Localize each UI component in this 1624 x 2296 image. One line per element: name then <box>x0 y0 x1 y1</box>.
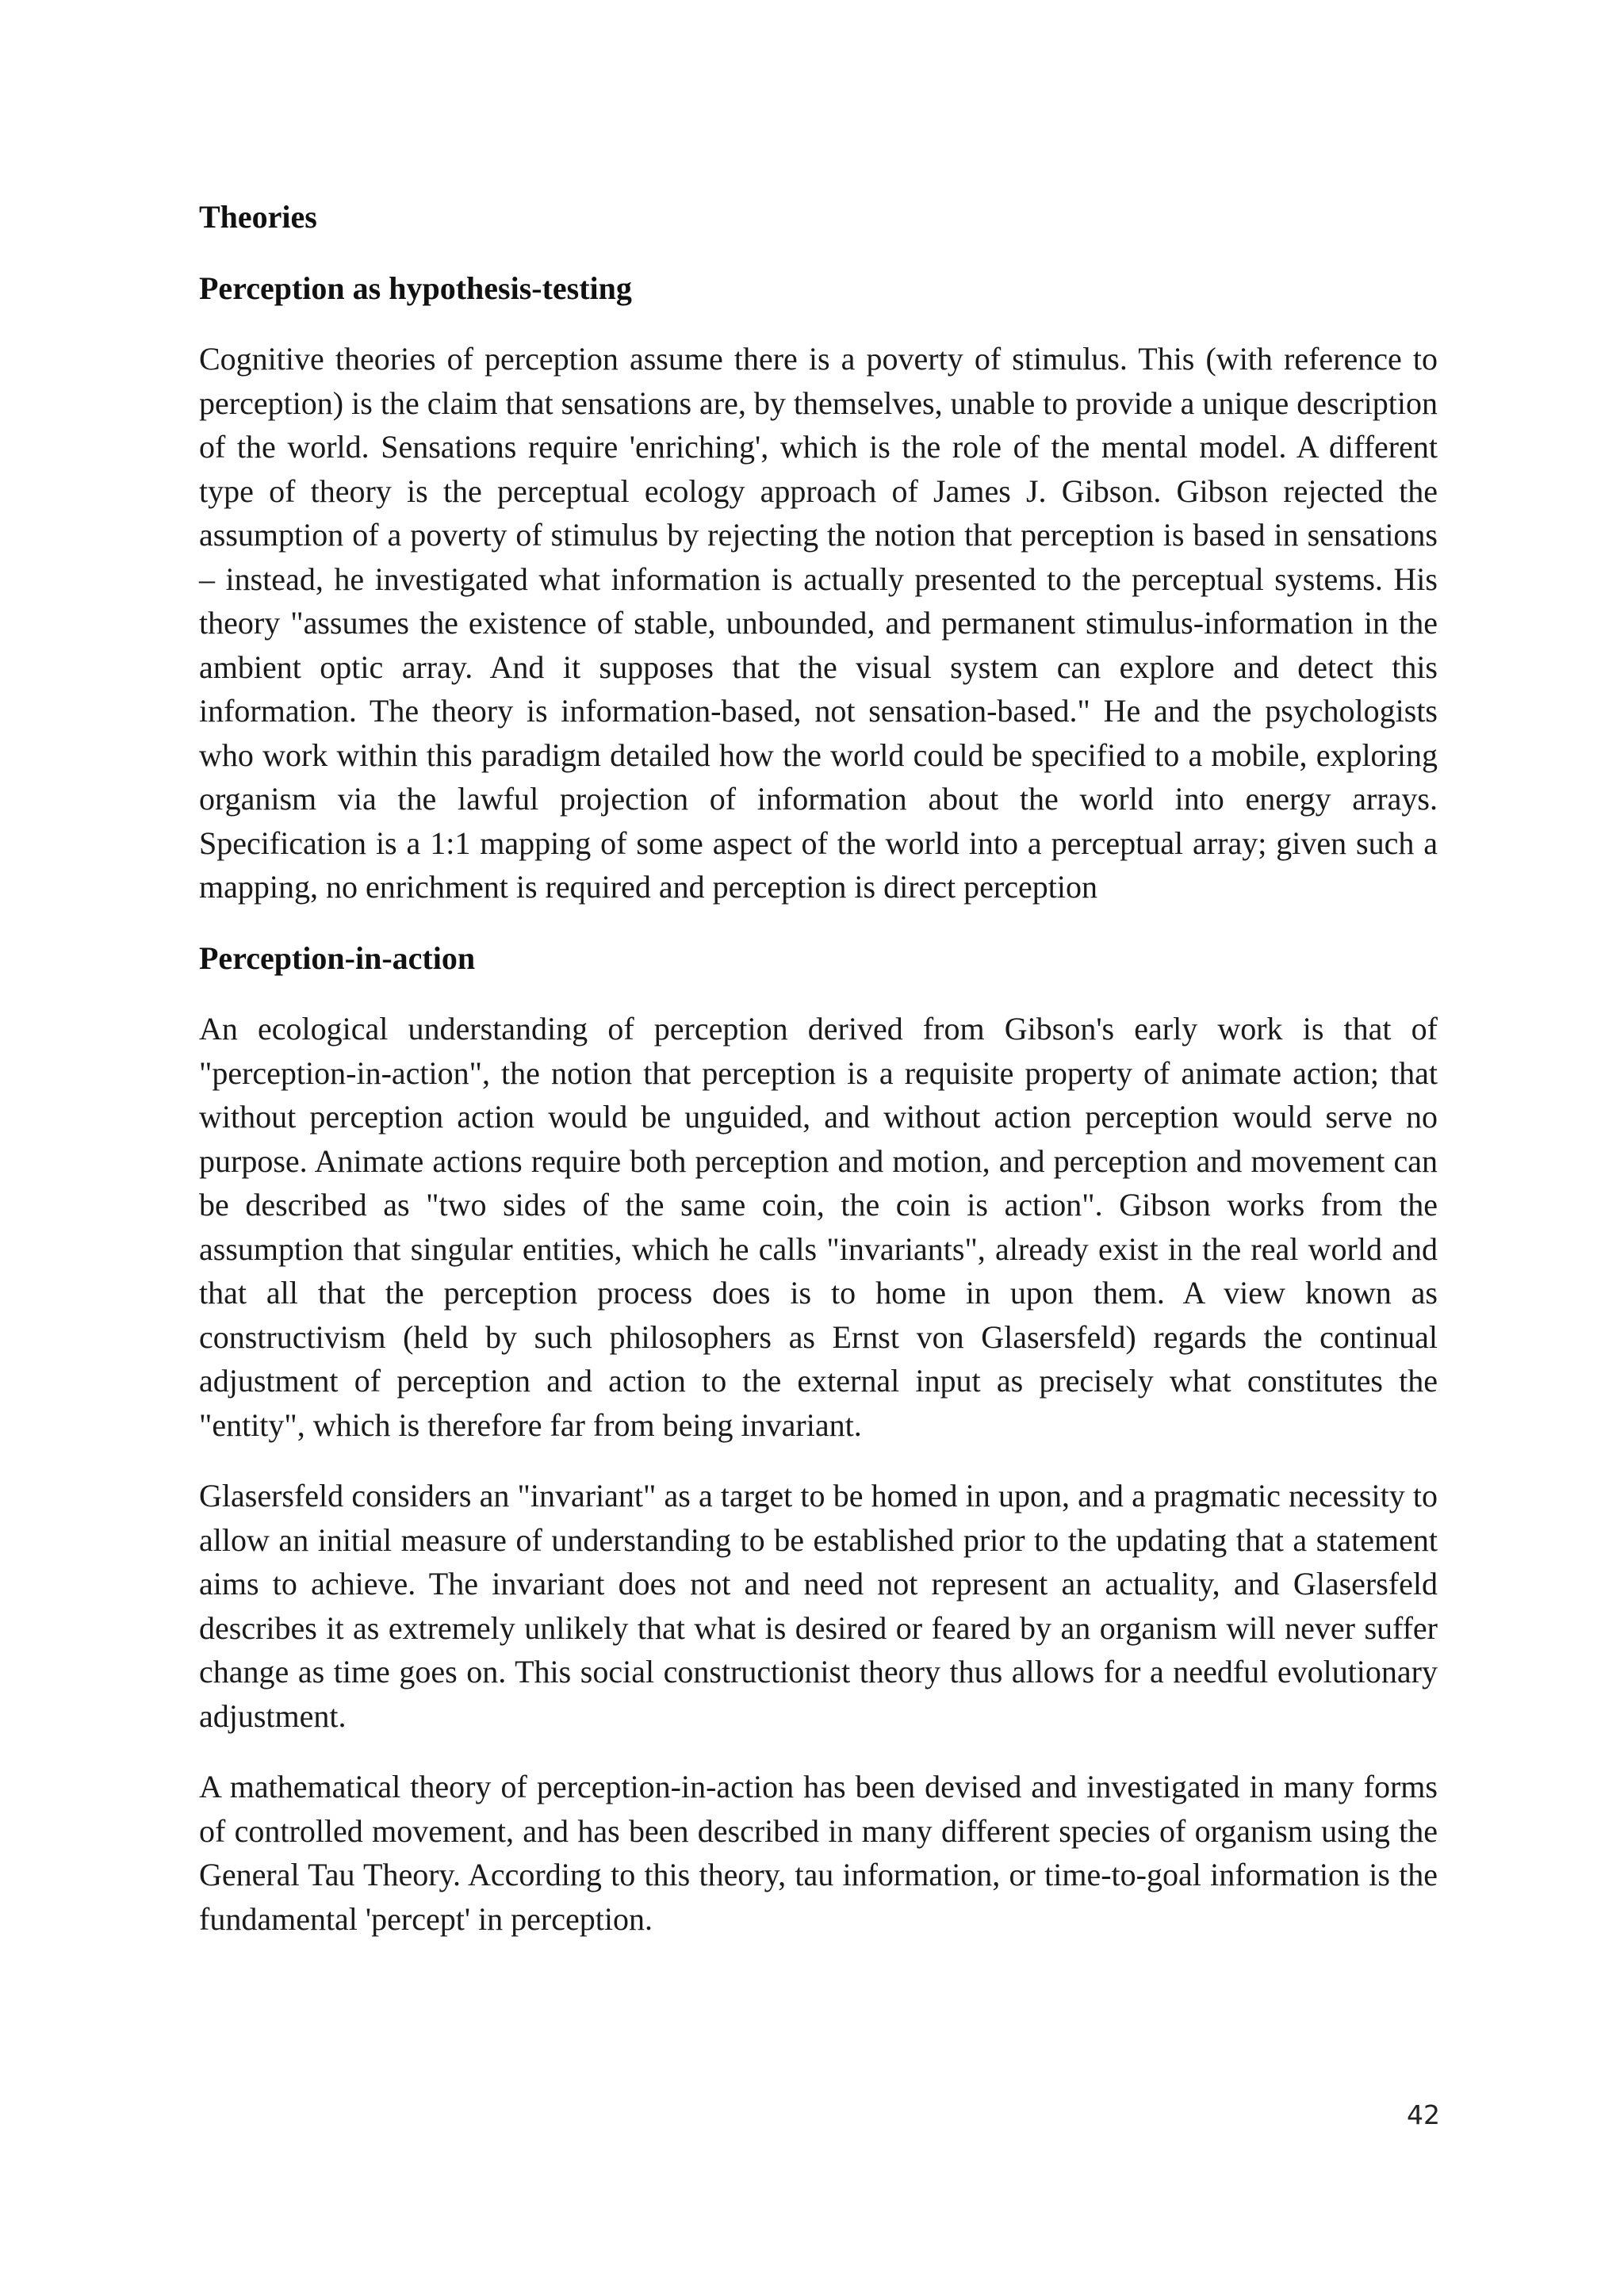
page-content <box>199 195 1438 1968</box>
page-title: Theories <box>199 199 317 235</box>
body-paragraph: An ecological understanding of perception derived from Gibson's early work is that of "perception-in-action", the notion that perception is a requisite property of animate action; that without perception action would be unguided, and without action perception would serve no purpose. Animate actions require both perception and motion, and perception and movement can be described as "two sides of the same coin, the coin is action". Gibson works from the assumption that singular entities, which he calls "invariants", already exist in the real world and that all that the perception process does is to home in upon them. A view known as constructivism (held by such philosophers as Ernst von Glasersfeld) regards the continual adjustment of perception and action to the external input as precisely what constitutes the "entity", which is therefore far from being invariant. <box>199 1011 1438 1443</box>
section-heading: Perception as hypothesis-testing <box>199 270 632 306</box>
page-number: 42 <box>1407 2099 1440 2130</box>
section-heading: Perception-in-action <box>199 939 476 976</box>
body-paragraph: Cognitive theories of perception assume there is a poverty of stimulus. This (with reference to perception) is the claim that sensations are, by themselves, unable to provide a unique description of the world. Sensations require 'enriching', which is the role of the mental model. A different type of theory is the perceptual ecology approach of James J. Gibson. Gibson rejected the assumption of a poverty of stimulus by rejecting the notion that perception is based in sensations – instead, he investigated what information is actually presented to the perceptual systems. His theory "assumes the existence of stable, unbounded, and permanent stimulus-information in the ambient optic array. And it supposes that the visual system can explore and detect this information. The theory is information-based, not sensation-based." He and the psychologists who work within this paradigm detailed how the world could be specified to a mobile, exploring organism via the lawful projection of information about the world into energy arrays. Specification is a 1:1 mapping of some aspect of the world into a perceptual array; given such a mapping, no enrichment is required and perception is direct perception <box>199 341 1438 905</box>
body-paragraph: A mathematical theory of perception-in-action has been devised and investigated in many forms of controlled movement, and has been described in many different species of organism using the General Tau Theory. According to this theory, tau information, or time-to-goal information is the fundamental 'percept' in perception. <box>199 1769 1438 1937</box>
section-perception-in-action <box>199 936 1438 1942</box>
section-hypothesis-testing <box>199 266 1438 909</box>
body-paragraph: Glasersfeld considers an "invariant" as a target to be homed in upon, and a pragmatic necessity to allow an initial measure of understanding to be established prior to the updating that a statement aims to achieve. The invariant does not and need not represent an actuality, and Glasersfeld describes it as extremely unlikely that what is desired or feared by an organism will never suffer change as time goes on. This social constructionist theory thus allows for a needful evolutionary adjustment. <box>199 1478 1438 1734</box>
